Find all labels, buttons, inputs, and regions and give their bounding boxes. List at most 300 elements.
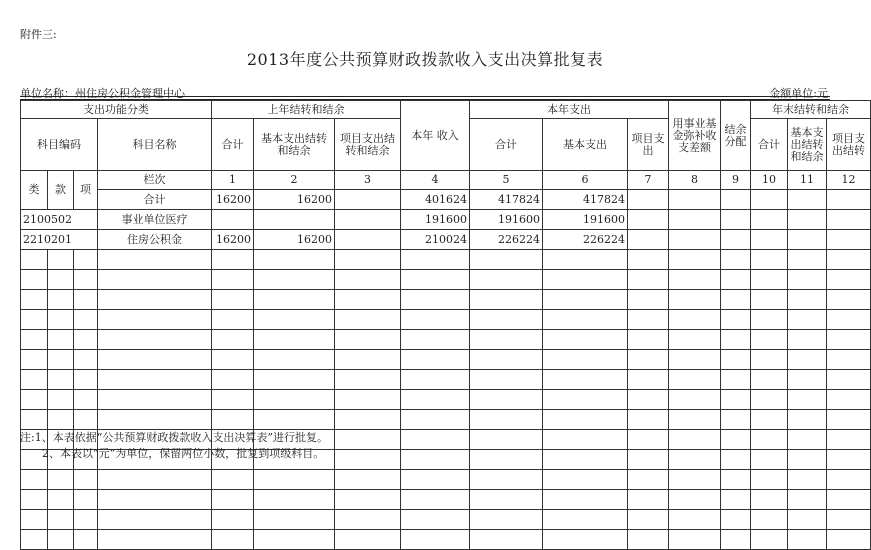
empty-cell	[335, 430, 401, 450]
col-num: 2	[254, 171, 335, 190]
empty-cell	[669, 250, 721, 270]
header-basic-expense: 基本支出	[543, 119, 628, 171]
empty-cell	[669, 510, 721, 530]
empty-cell	[788, 470, 827, 490]
empty-cell	[788, 530, 827, 550]
empty-cell	[721, 390, 751, 410]
empty-cell	[827, 470, 871, 490]
row-code: 2210201	[21, 230, 98, 250]
empty-cell	[74, 310, 98, 330]
empty-cell	[74, 270, 98, 290]
header-expense-total: 合计	[470, 119, 543, 171]
empty-cell	[74, 370, 98, 390]
empty-cell	[751, 330, 788, 350]
header-project-carry: 项目支出结转和结余	[335, 119, 401, 171]
empty-cell	[628, 290, 669, 310]
empty-cell	[788, 350, 827, 370]
empty-cell	[74, 470, 98, 490]
col-num: 6	[543, 171, 628, 190]
empty-cell	[788, 390, 827, 410]
empty-cell	[470, 330, 543, 350]
header-use-fund: 用事业基金弥补收支差额	[669, 101, 721, 171]
empty-cell	[827, 310, 871, 330]
cell-value	[254, 210, 335, 230]
empty-cell	[401, 450, 470, 470]
cell-value: 16200	[212, 190, 254, 210]
col-num: 7	[628, 171, 669, 190]
empty-cell	[335, 390, 401, 410]
empty-row	[21, 530, 871, 550]
empty-cell	[751, 350, 788, 370]
cell-value	[669, 210, 721, 230]
col-num: 4	[401, 171, 470, 190]
empty-cell	[721, 330, 751, 350]
empty-cell	[21, 490, 48, 510]
col-num: 3	[335, 171, 401, 190]
empty-cell	[401, 250, 470, 270]
empty-cell	[543, 390, 628, 410]
empty-cell	[470, 430, 543, 450]
empty-cell	[543, 510, 628, 530]
empty-cell	[721, 290, 751, 310]
empty-cell	[543, 490, 628, 510]
empty-cell	[669, 330, 721, 350]
empty-cell	[628, 370, 669, 390]
empty-cell	[21, 310, 48, 330]
empty-cell	[721, 410, 751, 430]
empty-cell	[751, 530, 788, 550]
empty-cell	[543, 330, 628, 350]
empty-cell	[721, 350, 751, 370]
cell-value: 16200	[254, 190, 335, 210]
cell-value	[628, 210, 669, 230]
header-kuan: 款	[48, 171, 74, 210]
empty-cell	[48, 470, 74, 490]
header-column-label: 栏次	[98, 171, 212, 190]
empty-cell	[74, 330, 98, 350]
empty-cell	[470, 250, 543, 270]
empty-cell	[401, 530, 470, 550]
empty-cell	[21, 250, 48, 270]
col-num: 5	[470, 171, 543, 190]
empty-cell	[827, 490, 871, 510]
empty-cell	[98, 350, 212, 370]
row-code: 2100502	[21, 210, 98, 230]
cell-value	[628, 190, 669, 210]
empty-cell	[401, 290, 470, 310]
empty-cell	[254, 370, 335, 390]
cell-value: 16200	[254, 230, 335, 250]
empty-cell	[827, 370, 871, 390]
header-lei: 类	[21, 171, 48, 210]
attachment-label: 附件三:	[20, 28, 57, 41]
empty-cell	[543, 470, 628, 490]
empty-cell	[751, 290, 788, 310]
empty-cell	[48, 490, 74, 510]
cell-value	[788, 190, 827, 210]
empty-cell	[721, 250, 751, 270]
empty-cell	[827, 290, 871, 310]
empty-cell	[212, 510, 254, 530]
empty-cell	[751, 410, 788, 430]
empty-cell	[751, 450, 788, 470]
empty-cell	[21, 290, 48, 310]
empty-cell	[470, 490, 543, 510]
empty-cell	[470, 350, 543, 370]
empty-cell	[335, 410, 401, 430]
cell-value: 417824	[543, 190, 628, 210]
empty-cell	[74, 490, 98, 510]
empty-cell	[470, 310, 543, 330]
empty-row	[21, 410, 871, 430]
empty-cell	[401, 410, 470, 430]
empty-cell	[98, 310, 212, 330]
empty-cell	[543, 430, 628, 450]
empty-cell	[98, 390, 212, 410]
empty-row	[21, 270, 871, 290]
empty-cell	[669, 430, 721, 450]
empty-cell	[827, 510, 871, 530]
empty-cell	[212, 330, 254, 350]
empty-cell	[721, 490, 751, 510]
empty-cell	[98, 470, 212, 490]
empty-cell	[401, 350, 470, 370]
empty-cell	[628, 510, 669, 530]
empty-cell	[48, 370, 74, 390]
header-subject-code: 科目编码	[21, 119, 98, 171]
empty-cell	[254, 510, 335, 530]
empty-cell	[401, 510, 470, 530]
header-basic-carry: 基本支出结转和结余	[254, 119, 335, 171]
header-end-basic: 基本支出结转和结余	[788, 119, 827, 171]
empty-cell	[628, 490, 669, 510]
empty-cell	[21, 330, 48, 350]
empty-cell	[788, 490, 827, 510]
empty-cell	[335, 270, 401, 290]
empty-cell	[98, 510, 212, 530]
empty-cell	[543, 290, 628, 310]
header-this-year-expense: 本年支出	[470, 101, 669, 119]
empty-cell	[669, 310, 721, 330]
cell-value: 191600	[470, 210, 543, 230]
header-year-end: 年末结转和结余	[751, 101, 871, 119]
empty-cell	[669, 350, 721, 370]
empty-cell	[788, 450, 827, 470]
empty-cell	[470, 510, 543, 530]
col-num: 9	[721, 171, 751, 190]
header-prev-year: 上年结转和结余	[212, 101, 401, 119]
empty-cell	[543, 350, 628, 370]
empty-cell	[470, 370, 543, 390]
empty-cell	[628, 270, 669, 290]
empty-cell	[254, 530, 335, 550]
cell-value	[751, 190, 788, 210]
table-row	[21, 230, 871, 250]
empty-cell	[74, 510, 98, 530]
col-num: 10	[751, 171, 788, 190]
document-title: 2013年度公共预算财政拨款收入支出决算批复表	[246, 50, 604, 69]
empty-cell	[48, 330, 74, 350]
cell-value	[335, 230, 401, 250]
empty-cell	[543, 370, 628, 390]
cell-value: 417824	[470, 190, 543, 210]
empty-cell	[721, 310, 751, 330]
empty-cell	[335, 330, 401, 350]
empty-cell	[335, 350, 401, 370]
cell-value	[628, 230, 669, 250]
empty-cell	[98, 250, 212, 270]
empty-cell	[721, 530, 751, 550]
empty-cell	[628, 430, 669, 450]
col-num: 1	[212, 171, 254, 190]
empty-cell	[827, 530, 871, 550]
empty-cell	[543, 450, 628, 470]
cell-value	[827, 230, 871, 250]
empty-cell	[751, 430, 788, 450]
col-num: 12	[827, 171, 871, 190]
empty-cell	[669, 490, 721, 510]
cell-value	[751, 210, 788, 230]
empty-cell	[254, 290, 335, 310]
empty-cell	[74, 530, 98, 550]
empty-cell	[401, 470, 470, 490]
empty-cell	[788, 270, 827, 290]
empty-cell	[721, 370, 751, 390]
empty-cell	[21, 530, 48, 550]
empty-cell	[543, 530, 628, 550]
empty-cell	[254, 310, 335, 330]
cell-value	[721, 230, 751, 250]
empty-cell	[669, 450, 721, 470]
empty-cell	[74, 290, 98, 310]
empty-cell	[788, 310, 827, 330]
empty-cell	[335, 290, 401, 310]
empty-cell	[470, 450, 543, 470]
empty-cell	[628, 470, 669, 490]
empty-row	[21, 290, 871, 310]
empty-cell	[254, 410, 335, 430]
header-end-total: 合计	[751, 119, 788, 171]
empty-cell	[628, 450, 669, 470]
row-name: 事业单位医疗	[98, 210, 212, 230]
empty-cell	[21, 350, 48, 370]
cell-value	[788, 230, 827, 250]
cell-value: 401624	[401, 190, 470, 210]
empty-cell	[470, 290, 543, 310]
empty-cell	[788, 330, 827, 350]
cell-value: 210024	[401, 230, 470, 250]
empty-cell	[74, 250, 98, 270]
empty-cell	[48, 530, 74, 550]
empty-cell	[470, 270, 543, 290]
empty-cell	[628, 390, 669, 410]
cell-value: 16200	[212, 230, 254, 250]
cell-value: 226224	[543, 230, 628, 250]
empty-cell	[212, 270, 254, 290]
empty-cell	[721, 430, 751, 450]
header-this-year-income: 本年 收入	[401, 101, 470, 171]
unit-name: 单位名称：州住房公积金管理中心	[20, 87, 185, 100]
empty-cell	[669, 390, 721, 410]
empty-cell	[254, 270, 335, 290]
empty-cell	[827, 390, 871, 410]
empty-cell	[470, 410, 543, 430]
empty-cell	[788, 250, 827, 270]
empty-cell	[401, 490, 470, 510]
empty-cell	[669, 410, 721, 430]
empty-cell	[669, 370, 721, 390]
empty-cell	[751, 390, 788, 410]
row-name: 合计	[98, 190, 212, 210]
table-row	[21, 190, 871, 210]
empty-cell	[212, 350, 254, 370]
empty-cell	[401, 390, 470, 410]
empty-cell	[48, 390, 74, 410]
cell-value	[669, 230, 721, 250]
empty-row	[21, 330, 871, 350]
empty-cell	[628, 410, 669, 430]
empty-cell	[254, 470, 335, 490]
approval-table	[20, 100, 871, 550]
empty-cell	[254, 490, 335, 510]
row-name: 住房公积金	[98, 230, 212, 250]
empty-cell	[788, 370, 827, 390]
empty-cell	[628, 310, 669, 330]
empty-cell	[98, 270, 212, 290]
empty-cell	[827, 410, 871, 430]
cell-value: 191600	[543, 210, 628, 230]
empty-cell	[212, 530, 254, 550]
empty-cell	[74, 390, 98, 410]
empty-row	[21, 390, 871, 410]
empty-cell	[254, 250, 335, 270]
empty-cell	[21, 270, 48, 290]
cell-value: 226224	[470, 230, 543, 250]
empty-cell	[669, 530, 721, 550]
footnote-1: 注:1、本表依据“公共预算财政拨款收入支出决算表”进行批复。	[20, 431, 328, 444]
cell-value: 191600	[401, 210, 470, 230]
empty-cell	[827, 430, 871, 450]
empty-row	[21, 510, 871, 530]
empty-cell	[212, 250, 254, 270]
empty-cell	[470, 470, 543, 490]
empty-cell	[74, 410, 98, 430]
empty-cell	[98, 410, 212, 430]
header-project-expense: 项目支出	[628, 119, 669, 171]
empty-cell	[669, 270, 721, 290]
empty-cell	[827, 350, 871, 370]
empty-cell	[335, 370, 401, 390]
empty-cell	[48, 350, 74, 370]
empty-cell	[628, 350, 669, 370]
empty-cell	[98, 530, 212, 550]
empty-row	[21, 250, 871, 270]
header-end-project: 项目支出结转	[827, 119, 871, 171]
cell-value	[827, 190, 871, 210]
empty-cell	[212, 310, 254, 330]
cell-value	[827, 210, 871, 230]
empty-cell	[751, 470, 788, 490]
empty-row	[21, 350, 871, 370]
cell-value	[212, 210, 254, 230]
empty-row	[21, 470, 871, 490]
empty-cell	[827, 270, 871, 290]
empty-cell	[470, 530, 543, 550]
empty-cell	[827, 330, 871, 350]
empty-cell	[721, 270, 751, 290]
empty-cell	[401, 310, 470, 330]
header-prev-total: 合计	[212, 119, 254, 171]
empty-cell	[98, 330, 212, 350]
empty-cell	[74, 350, 98, 370]
empty-cell	[751, 370, 788, 390]
empty-cell	[98, 370, 212, 390]
cell-value	[751, 230, 788, 250]
empty-cell	[212, 390, 254, 410]
empty-row	[21, 370, 871, 390]
table-row	[21, 210, 871, 230]
empty-cell	[21, 510, 48, 530]
empty-cell	[212, 290, 254, 310]
empty-cell	[335, 510, 401, 530]
empty-cell	[21, 370, 48, 390]
header-surplus-alloc: 结余分配	[721, 101, 751, 171]
empty-cell	[751, 490, 788, 510]
cell-value	[788, 210, 827, 230]
empty-cell	[48, 290, 74, 310]
empty-cell	[401, 370, 470, 390]
empty-cell	[254, 390, 335, 410]
empty-cell	[827, 250, 871, 270]
empty-cell	[628, 330, 669, 350]
cell-value	[721, 210, 751, 230]
header-func-class: 支出功能分类	[21, 101, 212, 119]
empty-cell	[48, 410, 74, 430]
empty-cell	[669, 470, 721, 490]
empty-cell	[788, 410, 827, 430]
empty-cell	[48, 510, 74, 530]
empty-cell	[401, 430, 470, 450]
empty-cell	[48, 310, 74, 330]
empty-cell	[543, 270, 628, 290]
empty-cell	[827, 450, 871, 470]
col-num: 11	[788, 171, 827, 190]
empty-cell	[470, 390, 543, 410]
empty-cell	[212, 370, 254, 390]
empty-cell	[401, 330, 470, 350]
empty-cell	[543, 250, 628, 270]
empty-cell	[543, 410, 628, 430]
empty-cell	[543, 310, 628, 330]
cell-value	[721, 190, 751, 210]
empty-cell	[669, 290, 721, 310]
empty-cell	[628, 530, 669, 550]
empty-cell	[401, 270, 470, 290]
empty-cell	[48, 250, 74, 270]
empty-cell	[335, 530, 401, 550]
empty-cell	[751, 510, 788, 530]
empty-cell	[721, 510, 751, 530]
empty-row	[21, 490, 871, 510]
empty-cell	[98, 490, 212, 510]
empty-cell	[254, 350, 335, 370]
empty-cell	[788, 510, 827, 530]
empty-cell	[788, 290, 827, 310]
empty-cell	[21, 470, 48, 490]
col-num: 8	[669, 171, 721, 190]
footnote-2: 2、本表以“元”为单位，保留两位小数，批复到项级科目。	[42, 447, 325, 460]
empty-cell	[788, 430, 827, 450]
